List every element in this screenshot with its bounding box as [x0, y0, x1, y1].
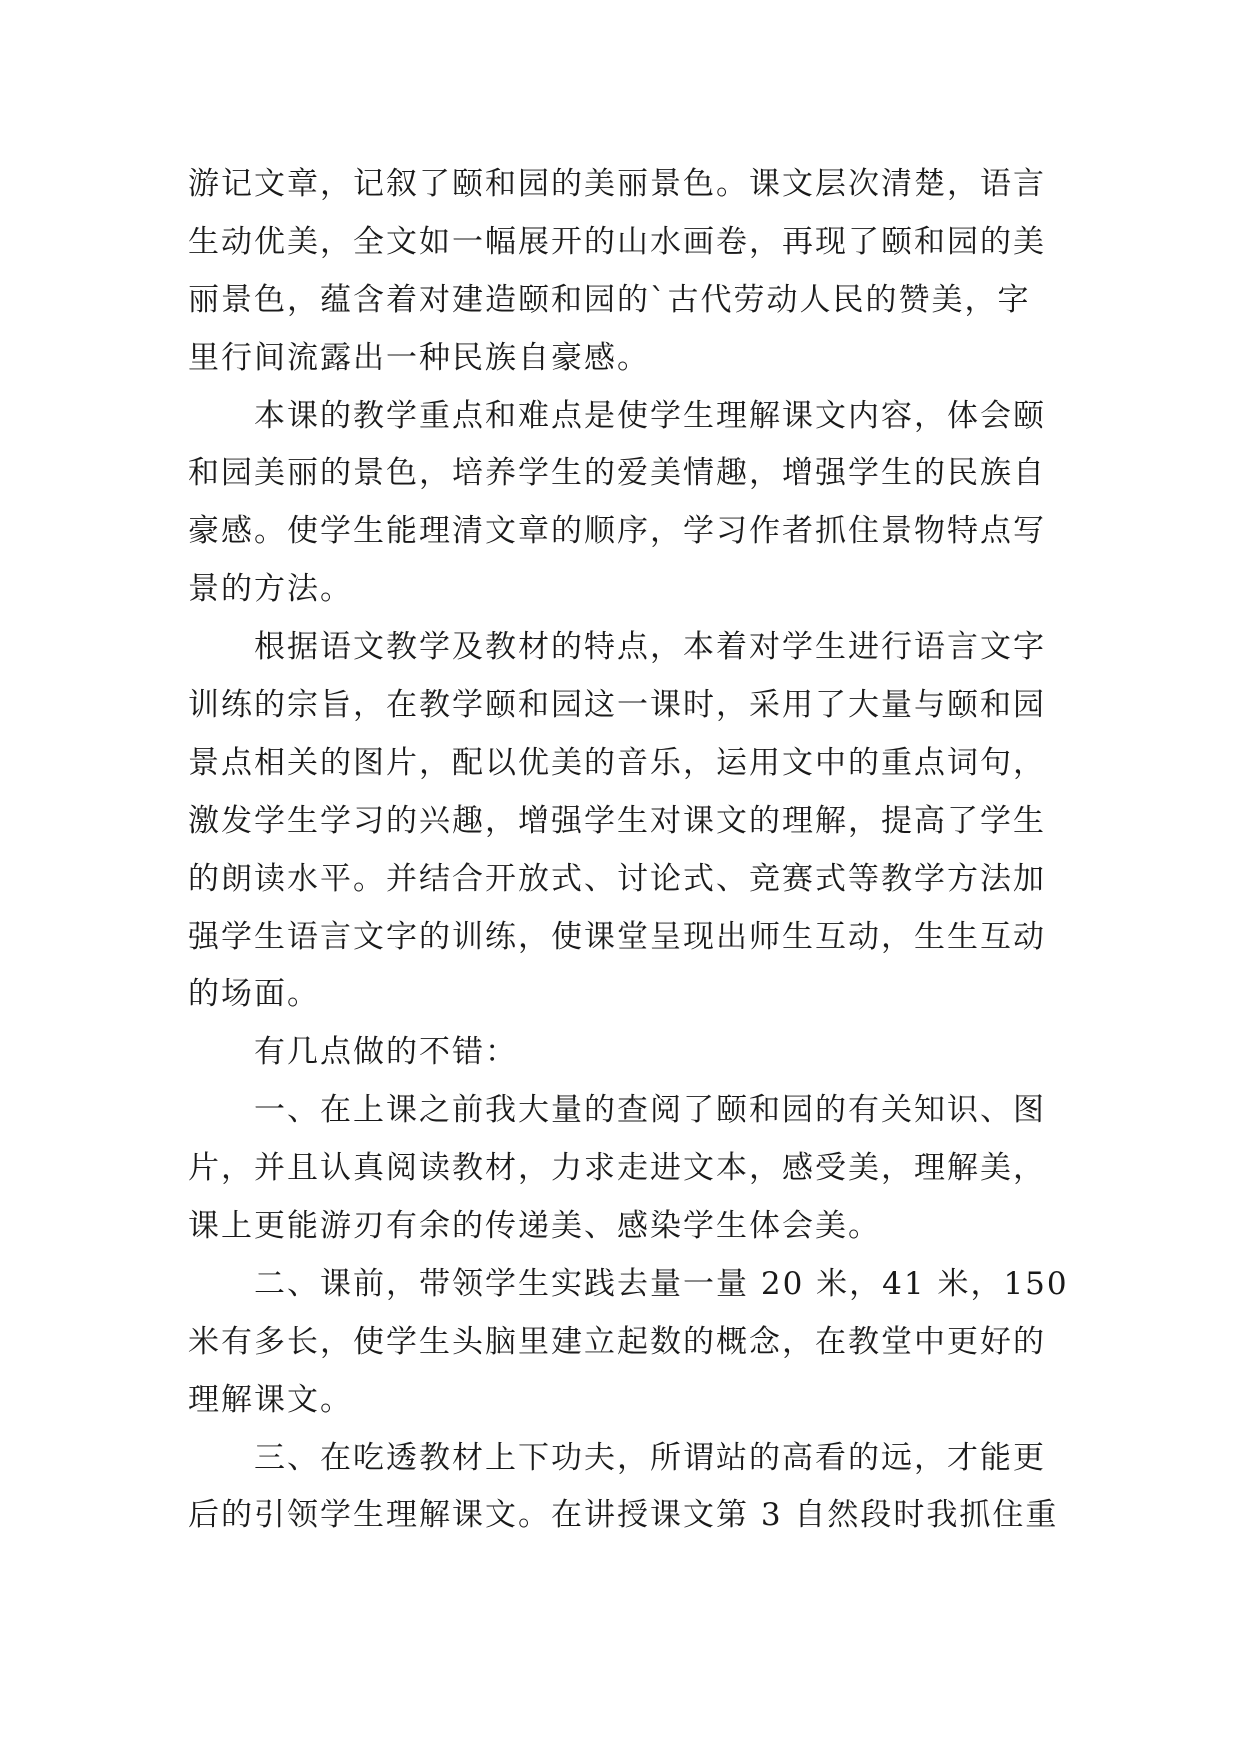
text-line: 片，并且认真阅读教材，力求走进文本，感受美，理解美，	[188, 1150, 1046, 1187]
text-line: 和园美丽的景色，培养学生的爱美情趣，增强学生的民族自	[188, 455, 1046, 492]
text-line: 后的引领学生理解课文。在讲授课文第 3 自然段时我抓住重	[188, 1497, 1059, 1534]
text-line: 激发学生学习的兴趣，增强学生对课文的理解，提高了学生	[188, 802, 1046, 839]
text-line: 米有多长，使学生头脑里建立起数的概念，在教堂中更好的	[188, 1323, 1046, 1360]
text-line: 理解课文。	[188, 1381, 353, 1418]
document-body	[188, 156, 1069, 1545]
text-line: 丽景色，蕴含着对建造颐和园的`古代劳动人民的赞美，字	[188, 281, 1031, 318]
text-line: 根据语文教学及教材的特点，本着对学生进行语言文字	[188, 629, 1046, 666]
text-line: 景点相关的图片，配以优美的音乐，运用文中的重点词句，	[188, 744, 1046, 781]
text-line: 强学生语言文字的训练，使课堂呈现出师生互动，生生互动	[188, 918, 1046, 955]
text-line: 的场面。	[188, 976, 320, 1013]
text-line: 有几点做的不错：	[188, 1034, 518, 1071]
text-line: 游记文章，记叙了颐和园的美丽景色。课文层次清楚，语言	[188, 166, 1046, 202]
text-line: 生动优美，全文如一幅展开的山水画卷，再现了颐和园的美	[188, 223, 1046, 260]
text-line: 豪感。使学生能理清文章的顺序，学习作者抓住景物特点写	[188, 513, 1046, 550]
text-line: 景的方法。	[188, 571, 353, 608]
text-line: 的朗读水平。并结合开放式、讨论式、竞赛式等教学方法加	[188, 860, 1046, 897]
text-line: 一、在上课之前我大量的查阅了颐和园的有关知识、图	[188, 1092, 1046, 1129]
text-line: 训练的宗旨，在教学颐和园这一课时，采用了大量与颐和园	[188, 687, 1046, 724]
text-line: 里行间流露出一种民族自豪感。	[188, 339, 650, 376]
text-line: 本课的教学重点和难点是使学生理解课文内容，体会颐	[188, 397, 1046, 434]
text-line: 课上更能游刃有余的传递美、感染学生体会美。	[188, 1208, 881, 1245]
text-line: 三、在吃透教材上下功夫，所谓站的高看的远，才能更	[188, 1439, 1046, 1476]
text-line: 二、课前，带领学生实践去量一量 20 米，41 米，150	[188, 1265, 1069, 1302]
